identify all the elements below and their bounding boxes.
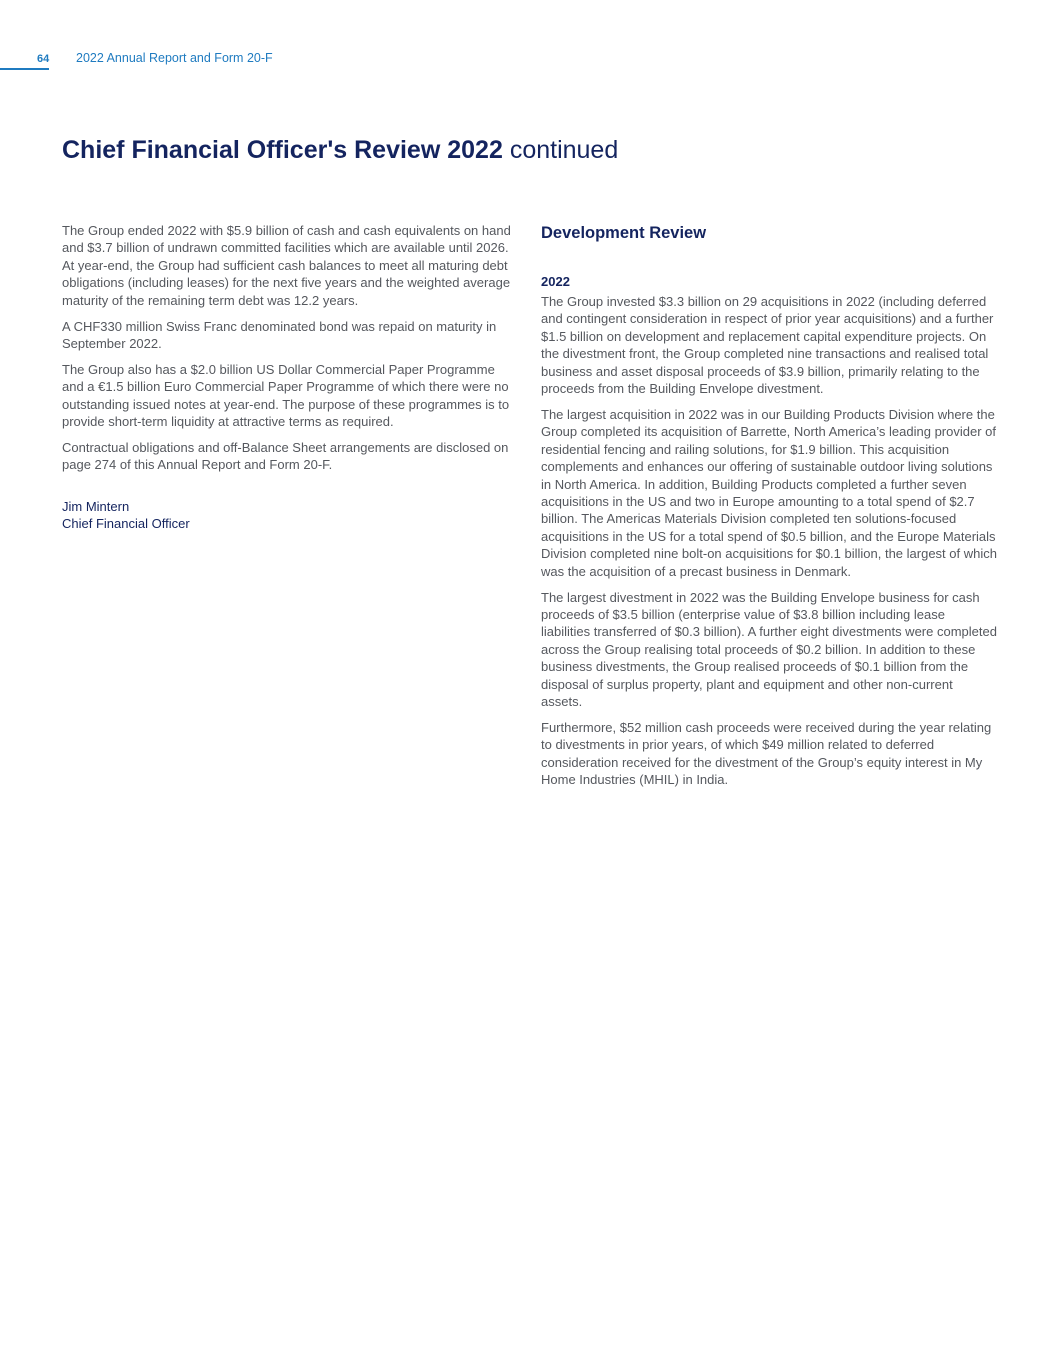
body-paragraph-liquidity: The Group ended 2022 with $5.9 billion of cash and cash equivalents on hand and $3.7 billion of undrawn committed facilities which are available until 2026. At year-end, the Group had sufficient cash balances to meet all maturing debt obligations (including leases) for the next five years and the weighted average maturity of the remaining term debt was 12.2 years.	[62, 223, 511, 308]
page-title	[62, 133, 618, 167]
body-paragraph-commercial-paper: The Group also has a $2.0 billion US Dollar Commercial Paper Programme and a €1.5 billion Euro Commercial Paper Programme of which there were no outstanding issued notes at year-end. The purpose of these programmes is to provide short-term liquidity at attractive terms as required.	[62, 361, 510, 430]
left-column	[62, 222, 514, 533]
page-header	[0, 50, 400, 72]
body-paragraph-divestments: The largest divestment in 2022 was the Building Envelope business for cash proceeds of $3.5 billion (enterprise value of $3.8 billion including lease liabilities transferred of $0.3 billion). A further eight divestments were completed across the Group realising total proceeds of $0.2 billion. In addition to these business divestments, the Group realised proceeds of $0.1 billion from the disposal of surplus property, plant and equipment and other non-current assets.	[541, 589, 997, 709]
page-number-underline	[0, 68, 49, 70]
signature-title: Chief Financial Officer	[62, 516, 190, 532]
page-number: 64	[37, 53, 50, 65]
section-heading-development-review: Development Review	[541, 224, 707, 242]
body-paragraph-bond-repayment: A CHF330 million Swiss Franc denominated bond was repaid on maturity in September 2022.	[62, 318, 497, 351]
body-paragraph-investment-summary: The Group invested $3.3 billion on 29 acquisitions in 2022 (including deferred and contingent consideration in respect of prior year acquisitions) and a further $1.5 billion on development and replacement capital expenditure projects. On the divestment front, the Group completed nine transactions and realised total business and asset disposal proceeds of $3.9 billion, primarily relating to the proceeds from the Building Envelope divestment.	[541, 294, 994, 397]
body-paragraph-contractual-obligations: Contractual obligations and off-Balance Sheet arrangements are disclosed on page 274 of this Annual Report and Form 20-F.	[62, 439, 509, 473]
signature-name: Jim Mintern	[62, 498, 130, 514]
right-column	[541, 222, 997, 797]
page-title-main: Chief Financial Officer's Review 2022	[62, 136, 503, 164]
signature-block	[62, 498, 514, 533]
body-paragraph-prior-year-proceeds: Furthermore, $52 million cash proceeds were received during the year relating to divestments in prior years, of which $49 million related to deferred consideration received for the divestment of the Group’s equity interest in My Home Industries (MHIL) in India.	[541, 719, 992, 788]
report-title: 2022 Annual Report and Form 20-F	[76, 51, 273, 65]
body-paragraph-acquisitions: The largest acquisition in 2022 was in our Building Products Division where the Group completed its acquisition of Barrette, North America’s leading provider of residential fencing and railing solutions, for $1.9 billion. This acquisition complements and enhances our offering of sustainable outdoor living solutions in North America. In addition, Building Products completed a further seven acquisitions in the US and two in Europe amounting to a total spend of $2.7 billion. The Americas Materials Division completed ten solutions-focused acquisitions in the US for a total spend of $0.5 billion, and the Europe Materials Division completed nine bolt-on acquisitions for $0.1 billion, the largest of which was the acquisition of a precast business in Denmark.	[541, 406, 997, 579]
year-subheading: 2022	[541, 274, 570, 289]
page-title-suffix: continued	[509, 136, 619, 164]
